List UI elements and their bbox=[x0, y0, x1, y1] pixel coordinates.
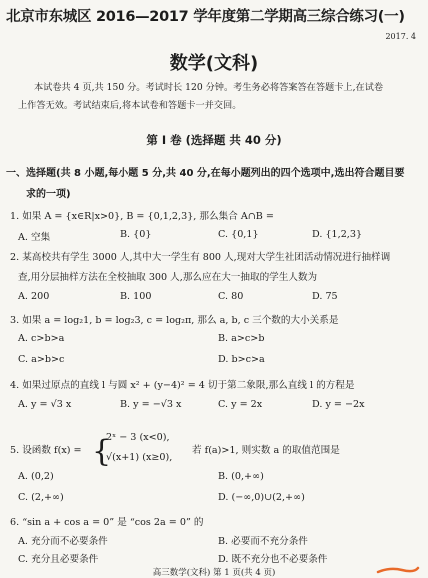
question-2-option-d: D. 75 bbox=[312, 291, 338, 302]
question-4-option-d: D. y = −2x bbox=[312, 399, 365, 410]
section-title: 第 I 卷 (选择题 共 40 分) bbox=[146, 133, 282, 147]
question-5-stem-tail: 若 f(a)>1, 则实数 a 的取值范围是 bbox=[192, 445, 340, 456]
question-3-option-d: D. b>c>a bbox=[218, 354, 265, 365]
exam-header: 北京市东城区 2016—2017 学年度第二学期高三综合练习(一) bbox=[6, 9, 405, 25]
part-heading-line-1: 一、选择题(共 8 小题,每小题 5 分,共 40 分,在每小题列出的四个选项中,选出符合题目要 bbox=[6, 168, 405, 179]
question-2-option-c: C. 80 bbox=[218, 291, 244, 302]
question-4-option-b: B. y = −√3 x bbox=[120, 399, 182, 410]
question-5-option-d: D. (−∞,0)∪(2,+∞) bbox=[218, 492, 305, 503]
part-heading-line-2: 求的一项) bbox=[26, 189, 71, 200]
question-1-stem: 1. 如果 A = {x∈R|x>0}, B = {0,1,2,3}, 那么集合 A∩B = bbox=[10, 211, 274, 222]
question-2-stem-line-1: 2. 某高校共有学生 3000 人,其中大一学生有 800 人,现对大学生社团活动情况进行抽样调 bbox=[10, 252, 391, 263]
question-5-piece-1: 2ˣ − 3 (x<0), bbox=[106, 432, 170, 443]
instructions-line-2: 上作答无效。考试结束后,将本试卷和答题卡一并交回。 bbox=[18, 100, 242, 111]
question-6-option-c: C. 充分且必要条件 bbox=[18, 554, 99, 565]
question-2-option-a: A. 200 bbox=[18, 291, 50, 302]
piecewise-brace: { bbox=[92, 434, 112, 469]
question-2-option-b: B. 100 bbox=[120, 291, 152, 302]
question-4-stem: 4. 如果过原点的直线 l 与圆 x² + (y−4)² = 4 切于第二象限,那么直线 l 的方程是 bbox=[10, 380, 355, 391]
exam-date: 2017. 4 bbox=[385, 32, 416, 41]
red-stamp-mark-icon bbox=[376, 565, 420, 575]
question-6-option-a: A. 充分而不必要条件 bbox=[18, 536, 108, 547]
instructions-line-1: 本试卷共 4 页,共 150 分。考试时长 120 分钟。考生务必将答案答在答题卡上,在试卷 bbox=[34, 82, 384, 93]
question-5-option-c: C. (2,+∞) bbox=[18, 492, 64, 503]
question-6-stem: 6. “sin a + cos a = 0” 是 “cos 2a = 0” 的 bbox=[10, 517, 204, 528]
page-footer: 高三数学(文科) 第 1 页(共 4 页) bbox=[152, 568, 276, 578]
question-6-option-d: D. 既不充分也不必要条件 bbox=[218, 554, 328, 565]
question-2-stem-line-2: 查,用分层抽样方法在全校抽取 300 人,那么应在大一抽取的学生人数为 bbox=[18, 272, 318, 283]
question-1-option-c: C. {0,1} bbox=[218, 229, 259, 240]
question-4-option-a: A. y = √3 x bbox=[18, 399, 72, 410]
question-5-stem-lead: 5. 设函数 f(x) = bbox=[10, 445, 82, 456]
question-1-option-d: D. {1,2,3} bbox=[312, 229, 363, 240]
question-5-option-b: B. (0,+∞) bbox=[218, 471, 264, 482]
question-1-option-a: A. 空集 bbox=[18, 232, 51, 243]
question-3-option-a: A. c>b>a bbox=[18, 333, 65, 344]
question-3-option-c: C. a>b>c bbox=[18, 354, 65, 365]
question-5-option-a: A. (0,2) bbox=[18, 471, 54, 482]
question-4-option-c: C. y = 2x bbox=[218, 399, 263, 410]
question-6-option-b: B. 必要而不充分条件 bbox=[218, 536, 308, 547]
question-3-stem: 3. 如果 a = log₂1, b = log₂3, c = log₂π, 那么 a, b, c 三个数的大小关系是 bbox=[10, 315, 339, 326]
subject-title: 数学(文科) bbox=[169, 53, 259, 74]
question-5-piece-2: √(x+1) (x≥0), bbox=[106, 452, 173, 463]
question-3-option-b: B. a>c>b bbox=[218, 333, 265, 344]
question-1-option-b: B. {0} bbox=[120, 229, 152, 240]
